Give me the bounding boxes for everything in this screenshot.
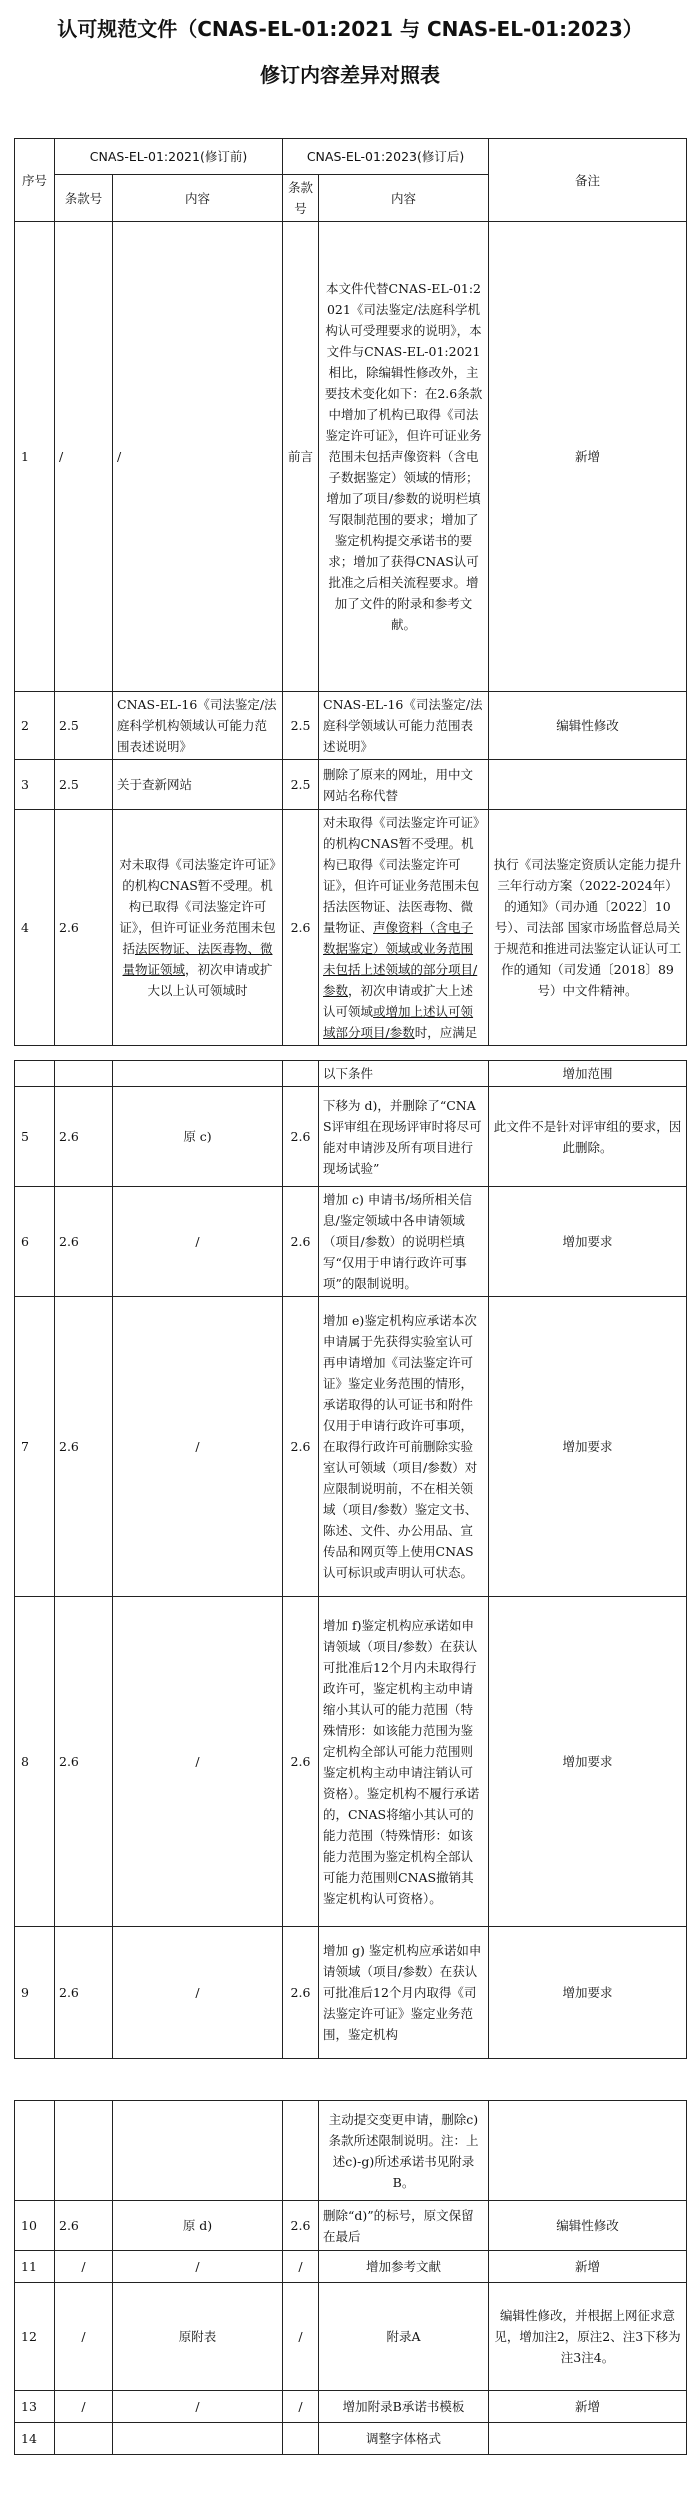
clause-before: 2.5	[55, 760, 113, 810]
clause-after: 2.6	[283, 1087, 319, 1187]
header-seq: 序号	[15, 139, 55, 222]
content-after: CNAS-EL-16《司法鉴定/法庭科学领域认可能力范围表述说明》	[319, 692, 489, 760]
content-before: CNAS-EL-16《司法鉴定/法庭科学机构领域认可能力范围表述说明》	[113, 692, 283, 760]
content-after: 增加附录B承诺书模板	[319, 2391, 489, 2423]
remark: 新增	[489, 2251, 687, 2283]
remark	[489, 2101, 687, 2201]
table-row	[15, 1597, 687, 1927]
content-after: 增加 c) 申请书/场所相关信息/鉴定领域中各申请领域（项目/参数）的说明栏填写“仅用于申请行政许可事项”的限制说明。	[319, 1187, 489, 1297]
clause-before: 2.5	[55, 692, 113, 760]
remark: 增加范围	[489, 1061, 687, 1087]
clause-after: 2.6	[283, 1597, 319, 1927]
content-after: 主动提交变更申请，删除c)条款所述限制说明。注：上述c)-g)所述承诺书见附录B。	[319, 2101, 489, 2201]
clause-after: /	[283, 2391, 319, 2423]
clause-before: 2.6	[55, 1297, 113, 1597]
row-number: 11	[15, 2251, 55, 2283]
remark: 编辑性修改	[489, 2201, 687, 2251]
clause-after	[283, 2423, 319, 2455]
underlined-text: 声像资料（含电子数据鉴定）领域或业务范围未包括上述领域的部分项目/参数	[323, 920, 478, 998]
remark: 增加要求	[489, 1597, 687, 1927]
comparison-table-part-3	[14, 2100, 687, 2455]
table-row	[15, 1297, 687, 1597]
table-row	[15, 2101, 687, 2201]
header-before: CNAS-EL-01:2021(修订前)	[55, 139, 283, 175]
header-after: CNAS-EL-01:2023(修订后)	[283, 139, 489, 175]
table-row	[15, 2201, 687, 2251]
remark	[489, 2423, 687, 2455]
content-text: 对未取得《司法鉴定许可证》的机构CNAS暂不受理。机构已取得《司法鉴定许可证》，但许可证业务范围未包括	[119, 857, 276, 956]
content-before: /	[113, 2251, 283, 2283]
content-before: /	[113, 1597, 283, 1927]
clause-before: /	[55, 2283, 113, 2391]
document-subtitle: 修订内容差异对照表	[260, 63, 440, 87]
remark	[489, 760, 687, 810]
table-row	[15, 760, 687, 810]
remark: 此文件不是针对评审组的要求，因此删除。	[489, 1087, 687, 1187]
row-number: 1	[15, 222, 55, 692]
table-row	[15, 1927, 687, 2059]
clause-after: /	[283, 2251, 319, 2283]
header-content-before: 内容	[113, 175, 283, 222]
content-after: 以下条件	[319, 1061, 489, 1087]
clause-after: 2.6	[283, 810, 319, 1046]
table-row	[15, 2283, 687, 2391]
header-remark: 备注	[489, 139, 687, 222]
clause-before: /	[55, 222, 113, 692]
clause-after: 前言	[283, 222, 319, 692]
row-number: 13	[15, 2391, 55, 2423]
clause-after: /	[283, 2283, 319, 2391]
clause-before: 2.6	[55, 1927, 113, 2059]
clause-before: 2.6	[55, 2201, 113, 2251]
content-before: /	[113, 1297, 283, 1597]
comparison-table-part-2	[14, 1060, 687, 2059]
row-number: 2	[15, 692, 55, 760]
row-number: 7	[15, 1297, 55, 1597]
header-content-after: 内容	[319, 175, 489, 222]
content-after: 删除了原来的网址，用中文网站名称代替	[319, 760, 489, 810]
content-text: 时，应满足	[414, 1025, 478, 1040]
content-after: 删除“d)”的标号，原文保留在最后	[319, 2201, 489, 2251]
header-clause-before: 条款号	[55, 175, 113, 222]
table-row	[15, 692, 687, 760]
content-before: /	[113, 222, 283, 692]
underlined-text: 法医物证、法医毒物、微量物证领域	[122, 941, 273, 977]
content-after: 附录A	[319, 2283, 489, 2391]
content-before: 关于查新网站	[113, 760, 283, 810]
row-number: 8	[15, 1597, 55, 1927]
content-after	[319, 810, 489, 1046]
content-after: 增加 g) 鉴定机构应承诺如申请领域（项目/参数）在获认可批准后12个月内取得《司法鉴定许可证》鉴定业务范围，鉴定机构	[319, 1927, 489, 2059]
remark: 增加要求	[489, 1927, 687, 2059]
content-text: ，初次申请或扩大上述认可领域	[323, 983, 474, 1019]
row-number: 4	[15, 810, 55, 1046]
content-before: /	[113, 1187, 283, 1297]
clause-before: 2.6	[55, 1597, 113, 1927]
clause-before	[55, 2423, 113, 2455]
row-number: 10	[15, 2201, 55, 2251]
clause-after: 2.6	[283, 1187, 319, 1297]
table-row	[15, 2423, 687, 2455]
remark: 编辑性修改，并根据上网征求意见，增加注2，原注2、注3下移为注3注4。	[489, 2283, 687, 2391]
content-after: 增加 f)鉴定机构应承诺如申请领域（项目/参数）在获认可批准后12个月内未取得行政许可，鉴定机构主动申请缩小其认可的能力范围（特殊情形：如该能力范围为鉴定机构全部认可能力范围则鉴定机构主动申请注销认可资格）。鉴定机构不履行承诺的，CNAS将缩小其认可的能力范围（特殊情形：如该能力范围为鉴定机构全部认可能力范围则CNAS撤销其鉴定机构认可资格）。	[319, 1597, 489, 1927]
remark: 增加要求	[489, 1297, 687, 1597]
clause-after: 2.6	[283, 2201, 319, 2251]
remark: 增加要求	[489, 1187, 687, 1297]
clause-after: 2.5	[283, 692, 319, 760]
row-number: 5	[15, 1087, 55, 1187]
content-after: 下移为 d)，并删除了“CNAS评审组在现场评审时将尽可能对申请涉及所有项目进行现场试验”	[319, 1087, 489, 1187]
content-before: 原 c)	[113, 1087, 283, 1187]
document-title: 认可规范文件（CNAS-EL-01:2021 与 CNAS-EL-01:2023）	[57, 17, 643, 41]
content-after: 增加 e)鉴定机构应承诺本次申请属于先获得实验室认可再申请增加《司法鉴定许可证》鉴定业务范围的情形，承诺取得的认可证书和附件仅用于申请行政许可事项，在取得行政许可前删除实验室认可领域（项目/参数）对应限制说明前，不在相关领域（项目/参数）鉴定文书、陈述、文件、办公用品、宣传品和网页等上使用CNAS认可标识或声明认可状态。	[319, 1297, 489, 1597]
clause-before: 2.6	[55, 1087, 113, 1187]
underlined-text: 或增加上述认可领域部分项目/参数	[323, 1004, 474, 1040]
table-row	[15, 1061, 687, 1087]
content-before	[113, 2423, 283, 2455]
clause-before: /	[55, 2251, 113, 2283]
row-number: 9	[15, 1927, 55, 2059]
row-number: 14	[15, 2423, 55, 2455]
remark: 执行《司法鉴定资质认定能力提升三年行动方案（2022-2024年）的通知》（司办通〔2022〕10号）、司法部 国家市场监督总局关于规范和推进司法鉴定认证认可工作的通知（司发通〔2018〕89号）中文件精神。	[489, 810, 687, 1046]
content-text: 对未取得《司法鉴定许可证》的机构CNAS暂不受理。机构已取得《司法鉴定许可证》，但许可证业务范围未包括法医物证、法医毒物、微量物证、	[323, 815, 480, 935]
content-before: 原 d)	[113, 2201, 283, 2251]
row-number: 6	[15, 1187, 55, 1297]
clause-after: 2.6	[283, 1927, 319, 2059]
content-after: 增加参考文献	[319, 2251, 489, 2283]
table-row	[15, 2391, 687, 2423]
content-before: /	[113, 1927, 283, 2059]
row-number: 12	[15, 2283, 55, 2391]
clause-after: 2.6	[283, 1297, 319, 1597]
content-after: 调整字体格式	[319, 2423, 489, 2455]
remark: 编辑性修改	[489, 692, 687, 760]
content-after: 本文件代替CNAS-EL-01:2021《司法鉴定/法庭科学机构认可受理要求的说明》，本文件与CNAS-EL-01:2021相比，除编辑性修改外，主要技术变化如下：在2.6条款中增加了机构已取得《司法鉴定许可证》，但许可证业务范围未包括声像资料（含电子数据鉴定）领域的情形；增加了项目/参数的说明栏填写限制范围的要求；增加了鉴定机构提交承诺书的要求；增加了获得CNAS认可批准之后相关流程要求。增加了文件的附录和参考文献。	[319, 222, 489, 692]
clause-after: 2.5	[283, 760, 319, 810]
content-before	[113, 810, 283, 1046]
comparison-table-part-1	[14, 138, 687, 1046]
table-row	[15, 1087, 687, 1187]
clause-before: 2.6	[55, 810, 113, 1046]
table-row	[15, 810, 687, 1046]
clause-before: /	[55, 2391, 113, 2423]
clause-before: 2.6	[55, 1187, 113, 1297]
content-before: 原附表	[113, 2283, 283, 2391]
table-row	[15, 2251, 687, 2283]
remark: 新增	[489, 2391, 687, 2423]
table-row	[15, 1187, 687, 1297]
remark: 新增	[489, 222, 687, 692]
row-number: 3	[15, 760, 55, 810]
content-text: ，初次申请或扩大以上认可领域时	[147, 962, 273, 998]
table-row	[15, 222, 687, 692]
header-clause-after: 条款号	[283, 175, 319, 222]
content-before: /	[113, 2391, 283, 2423]
